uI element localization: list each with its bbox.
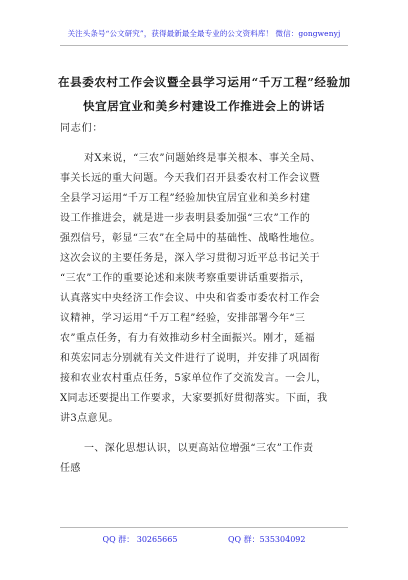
body-line: 和英宏同志分别就有关文件进行了说明，并安排了巩固衔 [60, 353, 320, 364]
footer [0, 534, 408, 545]
body-line: 事关长远的重大问题。今天我们召开县委农村工作会议暨 [60, 173, 320, 184]
title-line: 快宜居宜业和美乡村建设工作推进会上的讲话 [83, 99, 325, 113]
body-line: 接和农业农村重点任务，5家单位作了交流发言。一会儿， [60, 373, 327, 384]
title-line: 在县委农村工作会议暨全县学习运用“千万工程”经验加 [58, 75, 351, 89]
body-line: 强烈信号，彰显“三农”在全局中的基础性、战略性地位。 [60, 233, 321, 244]
section-heading-line: 任感 [60, 463, 81, 474]
body-line: 农”重点任务，有力有效推动乡村全面振兴。刚才，延福 [60, 333, 316, 344]
salutation: 同志们： [60, 123, 104, 134]
header-divider [60, 45, 348, 46]
section-heading-line: 一、深化思想认识，以更高站位增强“三农”工作责 [84, 443, 314, 454]
document-title [58, 70, 350, 118]
body-line: 设工作推进会，就是进一步表明县委加强“三农”工作的 [60, 213, 311, 224]
body-line: X同志还要提出工作要求，大家要抓好贯彻落实。下面，我 [60, 393, 328, 404]
body-line: 议精神，学习运用“千万工程”经验，安排部署今年“三 [60, 313, 306, 324]
header-note: 关注头条号“公文研究”，获得最新最全最专业的公文资料库！ 微信：gongwenyj [67, 29, 341, 38]
footer-divider [60, 527, 348, 528]
body-line: 全县学习运用“千万工程”经验加快宜居宜业和美乡村建 [60, 193, 311, 204]
body-line: “三农”工作的重要论述和来陕考察重要讲话重要指示， [60, 273, 311, 284]
footer-qq-group-2: QQ 群：535304092 [228, 535, 306, 544]
body-line: 认真落实中央经济工作会议、中央和省委市委农村工作会 [60, 293, 320, 304]
body-line: 讲3点意见。 [60, 413, 119, 424]
footer-qq-group-1: QQ 群： 30265665 [102, 535, 178, 544]
body-line: 对X来说，“三农”问题始终是事关根本、事关全局、 [84, 153, 321, 164]
body-line: 这次会议的主要任务是，深入学习贯彻习近平总书记关于 [60, 253, 320, 264]
